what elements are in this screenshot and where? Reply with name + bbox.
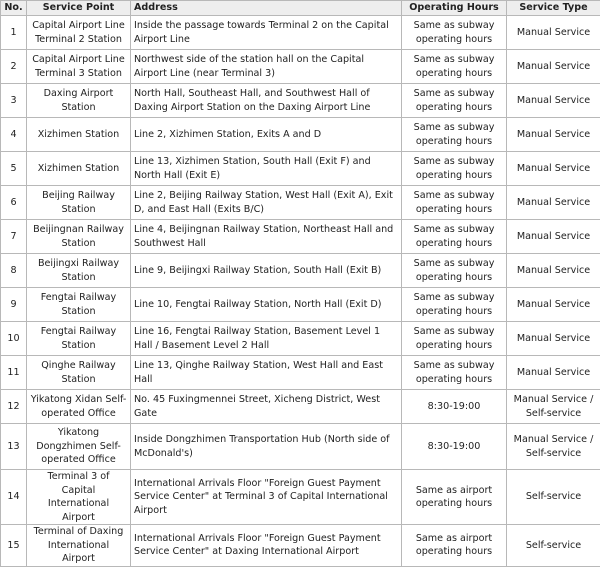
table-row xyxy=(1,50,600,84)
row-service-point: Terminal of Daxing International Airport xyxy=(27,525,131,567)
table-row xyxy=(1,152,600,186)
row-address: Line 2, Beijing Railway Station, West Hall (Exit A), Exit D, and East Hall (Exits B/C) xyxy=(131,186,402,220)
row-service-type: Manual Service xyxy=(507,186,600,220)
table-row xyxy=(1,254,600,288)
table-row xyxy=(1,322,600,356)
row-operating-hours: Same as subway operating hours xyxy=(402,84,507,118)
table-row xyxy=(1,118,600,152)
row-service-type: Manual Service xyxy=(507,16,600,50)
row-service-type: Manual Service xyxy=(507,288,600,322)
row-operating-hours: Same as subway operating hours xyxy=(402,118,507,152)
row-service-point: Yikatong Xidan Self-operated Office xyxy=(27,390,131,424)
table-row xyxy=(1,356,600,390)
row-service-type: Self-service xyxy=(507,525,600,567)
table-row xyxy=(1,84,600,118)
table-row xyxy=(1,390,600,424)
row-service-type: Manual Service xyxy=(507,254,600,288)
row-no: 1 xyxy=(1,16,27,50)
row-no: 11 xyxy=(1,356,27,390)
row-service-type: Manual Service xyxy=(507,220,600,254)
row-no: 15 xyxy=(1,525,27,567)
row-operating-hours: 8:30-19:00 xyxy=(402,390,507,424)
row-no: 12 xyxy=(1,390,27,424)
header-service-type: Service Type xyxy=(507,1,600,16)
row-operating-hours: Same as subway operating hours xyxy=(402,16,507,50)
row-service-type: Manual Service xyxy=(507,322,600,356)
header-address: Address xyxy=(131,1,402,16)
row-service-point: Beijingxi Railway Station xyxy=(27,254,131,288)
row-service-point: Capital Airport Line Terminal 2 Station xyxy=(27,16,131,50)
row-service-type: Manual Service xyxy=(507,84,600,118)
row-address: No. 45 Fuxingmennei Street, Xicheng District, West Gate xyxy=(131,390,402,424)
row-operating-hours: Same as airport operating hours xyxy=(402,470,507,525)
header-service-point: Service Point xyxy=(27,1,131,16)
row-address: Line 10, Fengtai Railway Station, North Hall (Exit D) xyxy=(131,288,402,322)
table-row xyxy=(1,186,600,220)
row-service-point: Yikatong Dongzhimen Self-operated Office xyxy=(27,424,131,470)
row-no: 5 xyxy=(1,152,27,186)
row-service-point: Fengtai Railway Station xyxy=(27,322,131,356)
row-address: Inside Dongzhimen Transportation Hub (North side of McDonald's) xyxy=(131,424,402,470)
row-service-point: Qinghe Railway Station xyxy=(27,356,131,390)
table-row xyxy=(1,470,600,525)
row-no: 13 xyxy=(1,424,27,470)
row-address: Northwest side of the station hall on the Capital Airport Line (near Terminal 3) xyxy=(131,50,402,84)
row-service-type: Manual Service xyxy=(507,356,600,390)
row-no: 6 xyxy=(1,186,27,220)
row-service-point: Terminal 3 of Capital International Airport xyxy=(27,470,131,525)
row-address: Line 16, Fengtai Railway Station, Basement Level 1 Hall / Basement Level 2 Hall xyxy=(131,322,402,356)
row-no: 8 xyxy=(1,254,27,288)
table-row xyxy=(1,288,600,322)
row-service-type: Manual Service / Self-service xyxy=(507,424,600,470)
table-row xyxy=(1,525,600,567)
row-no: 3 xyxy=(1,84,27,118)
row-operating-hours: Same as subway operating hours xyxy=(402,220,507,254)
row-address: Inside the passage towards Terminal 2 on the Capital Airport Line xyxy=(131,16,402,50)
table-header-row xyxy=(1,1,600,16)
table-row xyxy=(1,424,600,470)
header-no: No. xyxy=(1,1,27,16)
row-operating-hours: Same as subway operating hours xyxy=(402,356,507,390)
row-service-point: Daxing Airport Station xyxy=(27,84,131,118)
row-address: Line 13, Qinghe Railway Station, West Hall and East Hall xyxy=(131,356,402,390)
row-no: 10 xyxy=(1,322,27,356)
row-address: Line 4, Beijingnan Railway Station, Northeast Hall and Southwest Hall xyxy=(131,220,402,254)
row-no: 2 xyxy=(1,50,27,84)
row-service-type: Manual Service xyxy=(507,152,600,186)
row-service-point: Fengtai Railway Station xyxy=(27,288,131,322)
row-no: 7 xyxy=(1,220,27,254)
row-service-point: Capital Airport Line Terminal 3 Station xyxy=(27,50,131,84)
row-no: 14 xyxy=(1,470,27,525)
table-row xyxy=(1,220,600,254)
table-row xyxy=(1,16,600,50)
row-address: International Arrivals Floor "Foreign Guest Payment Service Center" at Terminal 3 of Capital International Airport xyxy=(131,470,402,525)
row-no: 4 xyxy=(1,118,27,152)
row-operating-hours: Same as subway operating hours xyxy=(402,186,507,220)
row-service-type: Manual Service / Self-service xyxy=(507,390,600,424)
row-address: International Arrivals Floor "Foreign Guest Payment Service Center" at Daxing International Airport xyxy=(131,525,402,567)
row-service-point: Xizhimen Station xyxy=(27,118,131,152)
header-operating-hours: Operating Hours xyxy=(402,1,507,16)
row-no: 9 xyxy=(1,288,27,322)
row-service-type: Manual Service xyxy=(507,50,600,84)
row-address: Line 13, Xizhimen Station, South Hall (Exit F) and North Hall (Exit E) xyxy=(131,152,402,186)
row-service-point: Xizhimen Station xyxy=(27,152,131,186)
row-operating-hours: Same as subway operating hours xyxy=(402,322,507,356)
row-operating-hours: Same as subway operating hours xyxy=(402,288,507,322)
row-operating-hours: Same as airport operating hours xyxy=(402,525,507,567)
row-address: Line 2, Xizhimen Station, Exits A and D xyxy=(131,118,402,152)
row-service-point: Beijingnan Railway Station xyxy=(27,220,131,254)
row-operating-hours: Same as subway operating hours xyxy=(402,50,507,84)
row-service-point: Beijing Railway Station xyxy=(27,186,131,220)
row-operating-hours: 8:30-19:00 xyxy=(402,424,507,470)
row-service-type: Self-service xyxy=(507,470,600,525)
row-address: Line 9, Beijingxi Railway Station, South Hall (Exit B) xyxy=(131,254,402,288)
row-address: North Hall, Southeast Hall, and Southwest Hall of Daxing Airport Station on the Daxing Airport Line xyxy=(131,84,402,118)
row-operating-hours: Same as subway operating hours xyxy=(402,152,507,186)
row-operating-hours: Same as subway operating hours xyxy=(402,254,507,288)
row-service-type: Manual Service xyxy=(507,118,600,152)
